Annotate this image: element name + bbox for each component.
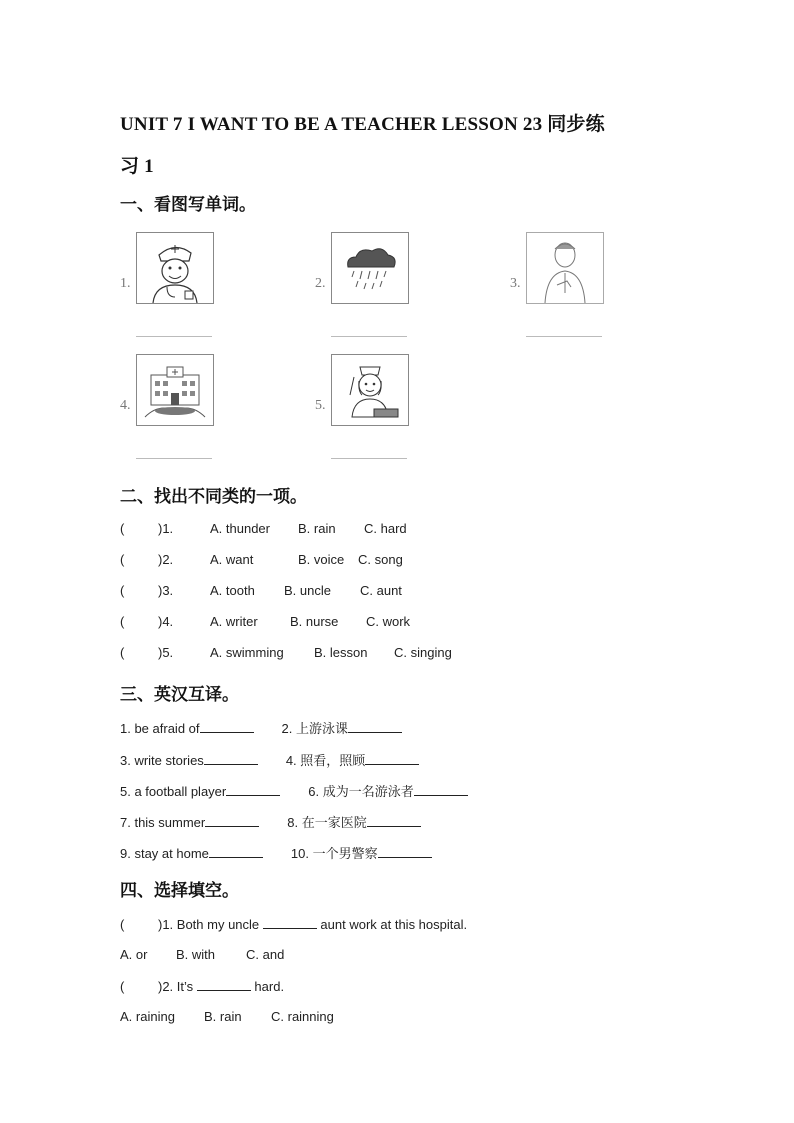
option-c: C. and [246,947,285,962]
choice-row-5 [120,645,452,660]
choice-row-4 [120,614,410,629]
nurse-icon [331,354,409,426]
answer-blank[interactable] [204,752,258,765]
fill-question-2 [120,978,284,994]
translate-row-1 [120,718,402,737]
section-4-heading: 四、选择填空。 [120,881,239,901]
answer-blank[interactable] [414,783,468,796]
translate-item: 1. be afraid of [120,721,200,736]
choice-row-3 [120,583,402,598]
translate-row-3 [120,781,468,800]
option-b: B. with [176,947,216,962]
option-c: C. aunt [360,583,402,598]
option-a: A. thunder [210,521,270,536]
choice-row-2 [120,552,403,567]
translate-item: 9. stay at home [120,846,209,861]
item-2-number: 2. [315,276,326,291]
option-c: C. song [358,552,403,567]
item-5-number: 5. [315,398,326,413]
item-4-number: 4. [120,398,131,413]
man-icon [526,232,604,304]
option-a: A. or [120,947,148,962]
translate-row-2 [120,750,419,769]
title-line-1: UNIT 7 I WANT TO BE A TEACHER LESSON 23 同步练 [120,114,605,135]
question-text: hard. [254,979,285,994]
translate-item: 3. write stories [120,753,204,768]
fill-options-1 [120,947,284,962]
answer-blank[interactable] [200,720,254,733]
rain-cloud-icon [331,232,409,304]
title-line-2: 习 1 [120,156,154,177]
translate-item: 5. a football player [120,784,227,799]
answer-blank[interactable] [348,720,402,733]
answer-blank[interactable] [205,814,259,827]
answer-line-2 [331,336,407,337]
translate-item: 4. 照看，照顾 [285,753,366,768]
option-a: A. writer [210,614,258,629]
translate-item: 2. 上游泳课 [281,721,348,736]
question-number: )4. [158,614,174,629]
section-1-heading: 一、看图写单词。 [120,195,256,215]
question-number: )3. [158,583,174,598]
translate-row-4 [120,812,421,831]
answer-blank[interactable] [263,916,317,929]
hospital-icon [136,354,214,426]
item-1-number: 1. [120,276,131,291]
option-b: B. lesson [314,645,368,660]
option-b: B. uncle [284,583,331,598]
translate-item: 7. this summer [120,815,206,830]
item-3-number: 3. [510,276,521,291]
answer-line-4 [136,458,212,459]
answer-blank[interactable] [365,752,419,765]
option-b: B. voice [298,552,345,567]
option-a: A. want [210,552,254,567]
answer-paren: ( [120,614,125,629]
option-b: B. rain [204,1009,242,1024]
option-a: A. swimming [210,645,284,660]
fill-options-2 [120,1009,334,1024]
question-text: )1. Both my uncle [158,917,260,932]
answer-paren: ( [120,521,125,536]
answer-blank[interactable] [226,783,280,796]
answer-paren: ( [120,979,125,994]
fill-question-1 [120,916,467,932]
translate-item: 6. 成为一名游泳者 [308,784,414,799]
option-c: C. hard [364,521,407,536]
answer-line-5 [331,458,407,459]
option-c: C. singing [394,645,452,660]
translate-item: 8. 在一家医院 [287,815,367,830]
answer-blank[interactable] [367,814,421,827]
question-number: )2. [158,552,174,567]
answer-paren: ( [120,583,125,598]
answer-line-1 [136,336,212,337]
answer-paren: ( [120,645,125,660]
question-text: aunt work at this hospital. [320,917,468,932]
page-title [120,104,690,188]
option-c: C. work [366,614,411,629]
answer-paren: ( [120,552,125,567]
option-a: A. raining [120,1009,175,1024]
answer-line-3 [526,336,602,337]
answer-blank[interactable] [209,845,263,858]
translate-item: 10. 一个男警察 [290,846,378,861]
question-number: )1. [158,521,174,536]
section-3-heading: 三、英汉互译。 [120,685,239,705]
answer-blank[interactable] [197,978,251,991]
section-2-heading: 二、找出不同类的一项。 [120,487,307,507]
choice-row-1 [120,521,407,536]
translate-row-5 [120,843,432,862]
answer-paren: ( [120,917,125,932]
option-a: A. tooth [210,583,255,598]
doctor-icon [136,232,214,304]
question-number: )5. [158,645,174,660]
option-b: B. rain [298,521,336,536]
question-text: )2. It’s [158,979,194,994]
option-c: C. rainning [271,1009,334,1024]
answer-blank[interactable] [378,845,432,858]
option-b: B. nurse [290,614,339,629]
